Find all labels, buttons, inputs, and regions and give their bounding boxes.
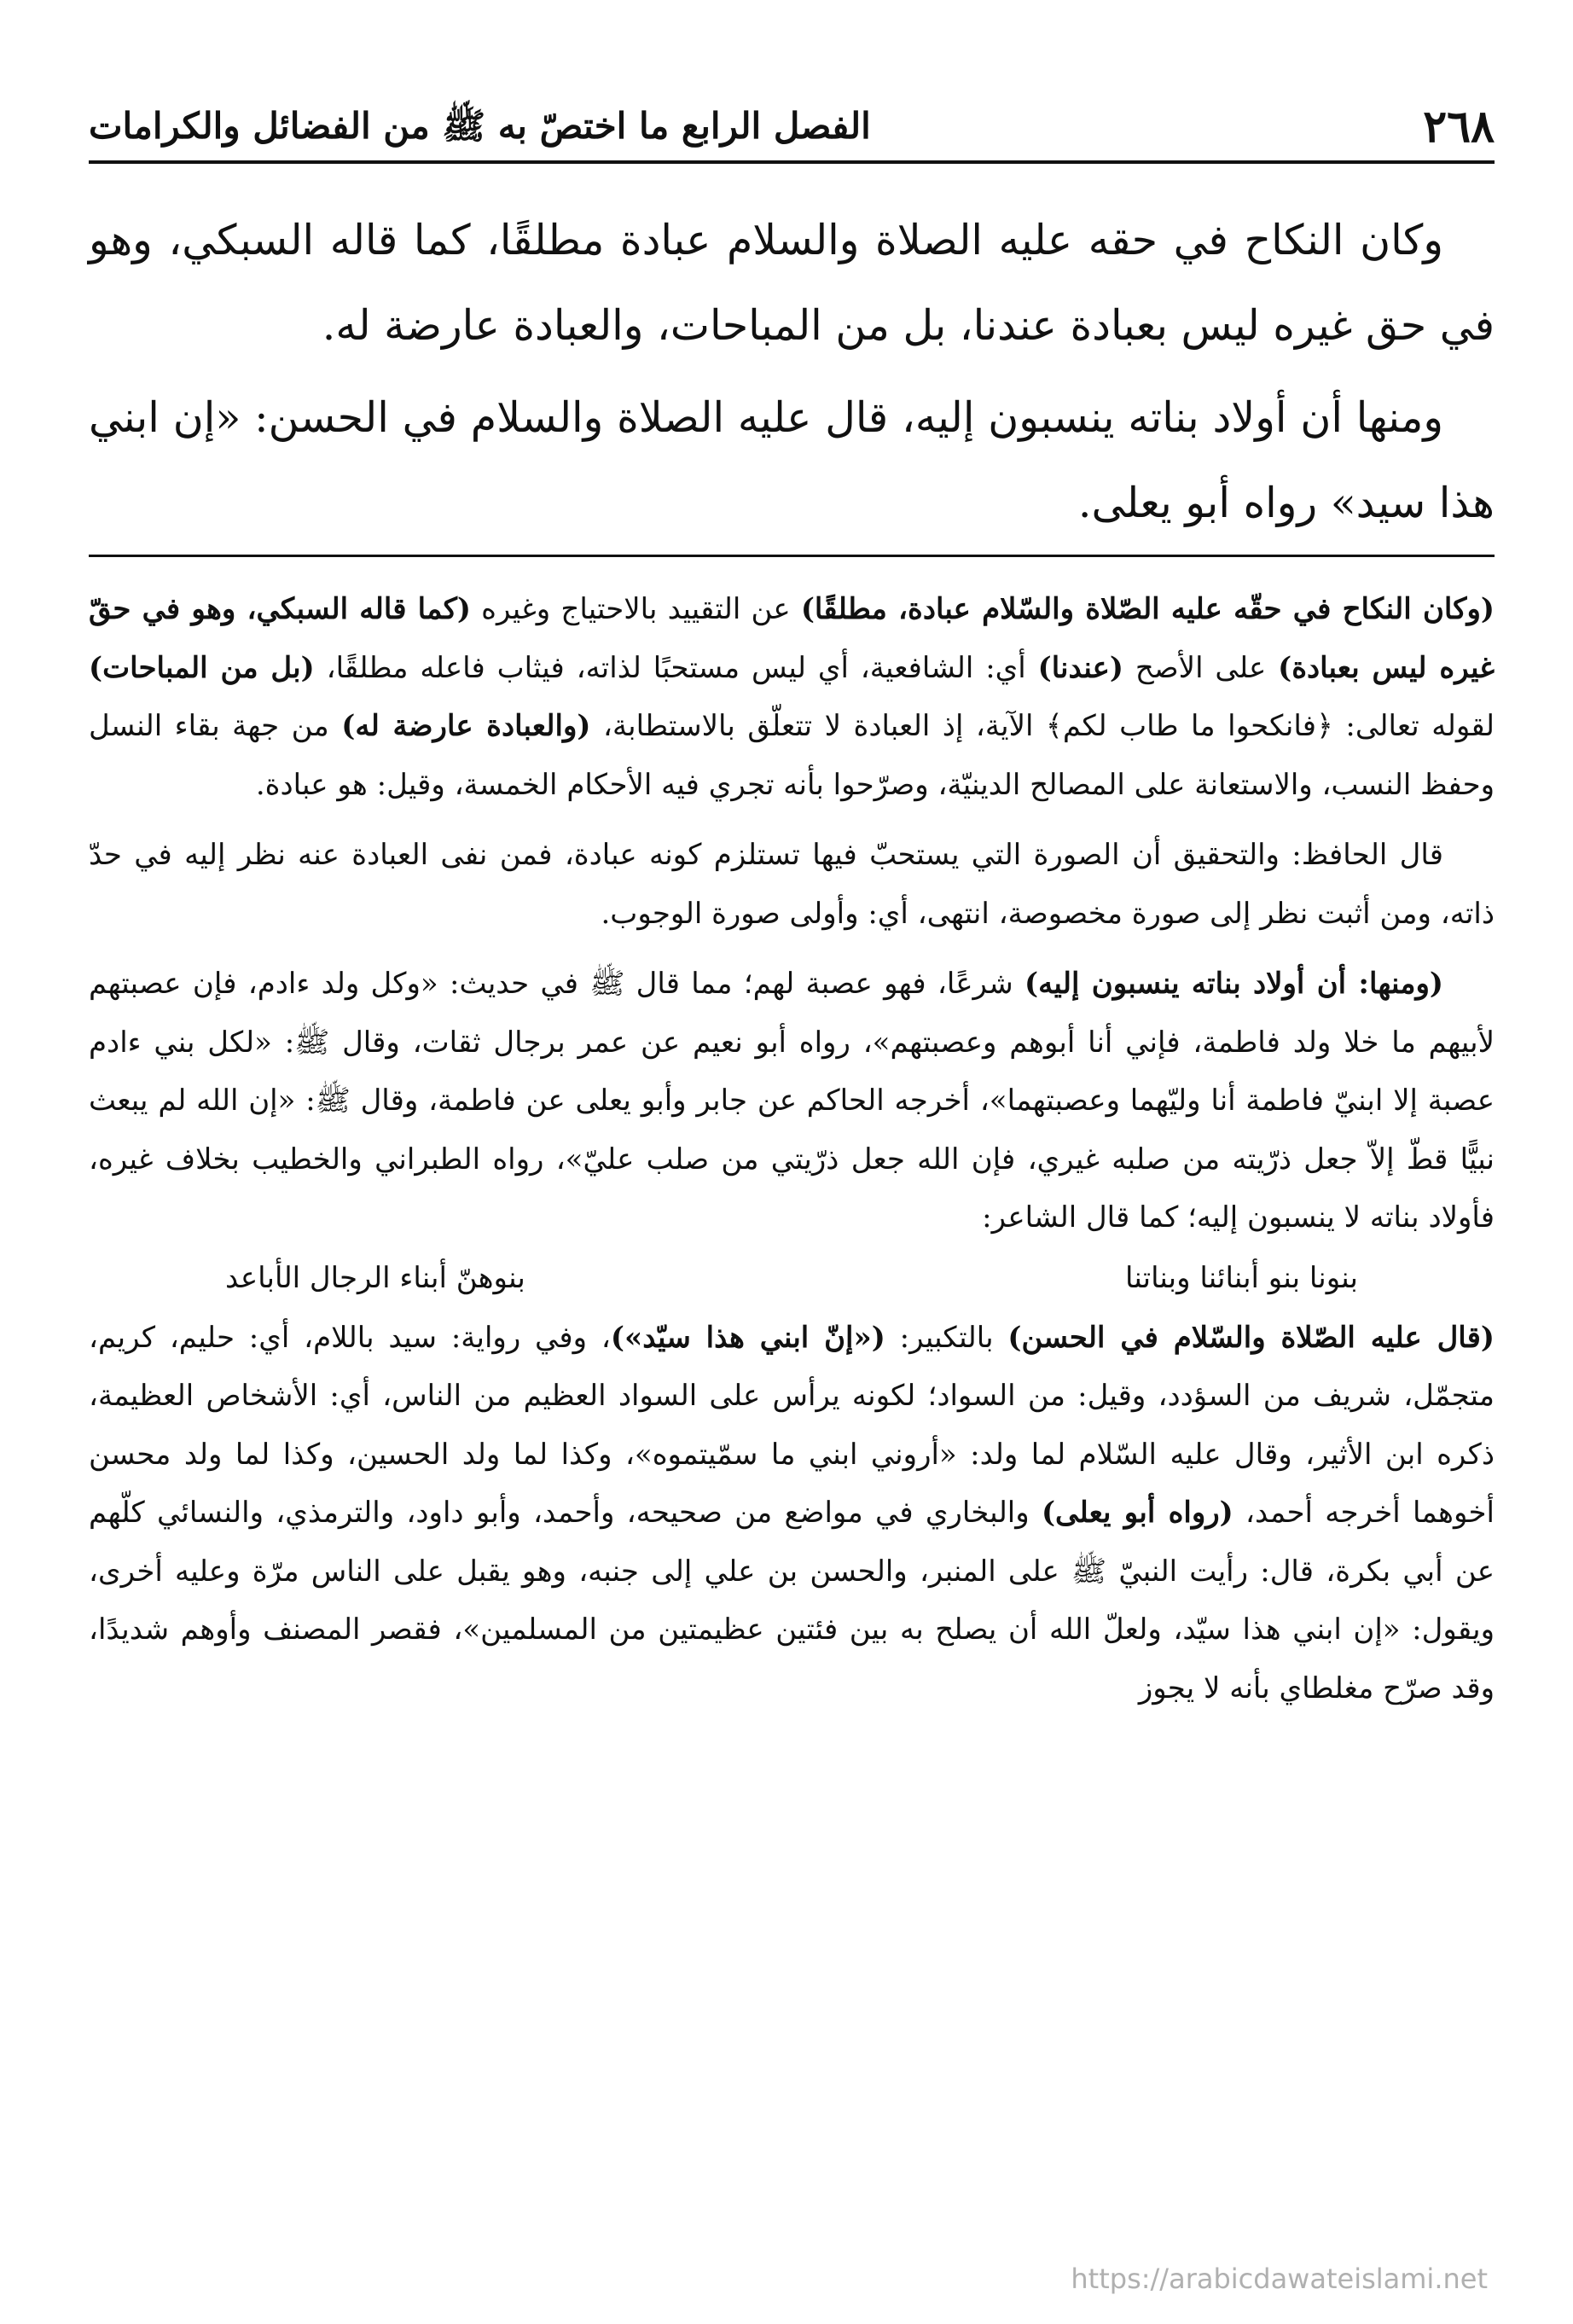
commentary-text-run: والبخاري في مواضع من صحيحه، وأحمد، وأبو داود، والترمذي، والنسائي كلّهم عن أبي بكرة، قال: رأيت النبيّ ﷺ على المنبر، والحسن بن علي إلى جنبه، وهو يقبل على الناس مرّة وعليه أخرى، ويقول: «إن ابني هذا سيّد، ولعلّ الله أن يصلح به بين فئتين عظيمتين من المسلمين»، فقصر المصنف وأوهم شديدًا، وقد صرّح مغلطاي بأنه لا يجوز xyxy=(89,1496,1495,1705)
quoted-text: (عندنا) xyxy=(1037,650,1123,685)
quoted-text: (وكان النكاح في حقّه عليه الصّلاة والسّلام عبادة، مطلقًا) xyxy=(800,592,1495,626)
page-header xyxy=(89,89,1495,164)
commentary-text-run: بالتكبير: xyxy=(885,1320,1008,1355)
verse-second-hemistich: بنوهنّ أبناء الرجال الأباعد xyxy=(225,1260,525,1295)
quoted-text: (ومنها: أن أولاد بناته ينسبون إليه) xyxy=(1024,967,1443,1001)
quoted-text: (والعبادة عارضة له) xyxy=(341,709,591,743)
commentary-paragraph-3 xyxy=(89,955,1495,1247)
commentary-text-run: أي: الشافعية، أي ليس مستحبًا لذاته، فيثاب فاعله مطلقًا، xyxy=(314,650,1038,685)
commentary-text-run: ، وفي رواية: سيد باللام، أي: حليم، كريم، متجمّل، شريف من السؤدد، وقيل: من السواد؛ لكونه يرأس على السواد العظيم من الناس، أي: الأشخاص العظيمة، ذكره ابن الأثير، وقال عليه السّلام لما ولد: «أروني ابني ما سمّيتموه»، وكذا لما ولد الحسين، وكذا لما ولد محسن أخوهما أخرجه أحمد، xyxy=(89,1320,1495,1530)
quoted-text: (بل من المباحات) xyxy=(89,650,315,685)
commentary-text-run: عن التقييد بالاحتياج وغيره xyxy=(470,592,801,626)
main-paragraph-1: وكان النكاح في حقه عليه الصلاة والسلام عبادة مطلقًا، كما قاله السبكي، وهو في حق غيره ليس بعبادة عندنا، بل من المباحات، والعبادة عارضة له. xyxy=(89,216,1495,350)
verse-first-hemistich: بنونا بنو أبنائنا وبناتنا xyxy=(1124,1260,1358,1295)
page-number: ٢٦٨ xyxy=(1423,101,1495,153)
commentary-paragraph-2: قال الحافظ: والتحقيق أن الصورة التي يستحبّ فيها تستلزم كونه عبادة، فمن نفى العبادة عنه نظر إليه في حدّ ذاته، ومن أثبت نظر إلى صورة مخصوصة، انتهى، أي: وأولى صورة الوجوب. xyxy=(89,838,1495,931)
commentary-paragraph-4 xyxy=(89,1309,1495,1718)
commentary-text xyxy=(89,580,1495,1717)
quoted-text: (قال عليه الصّلاة والسّلام في الحسن) xyxy=(1007,1320,1495,1355)
poetry-verse xyxy=(89,1247,1495,1309)
quoted-text: (كما قاله السبكي، وهو في حقّ غيره ليس بعبادة) xyxy=(89,592,1495,685)
chapter-title: الفصل الرابع ما اختصّ به ﷺ من الفضائل والكرامات xyxy=(89,105,871,147)
text-divider xyxy=(89,555,1495,557)
commentary-text-run: من جهة بقاء النسل وحفظ النسب، والاستعانة على المصالح الدينيّة، وصرّحوا بأنه تجري فيه الأحكام الخمسة، وقيل: هو عبادة. xyxy=(89,709,1495,802)
source-watermark: https://arabicdawateislami.net xyxy=(1071,2263,1488,2295)
main-paragraph-2: ومنها أن أولاد بناته ينسبون إليه، قال عليه الصلاة والسلام في الحسن: «إن ابني هذا سيد» رواه أبو يعلى. xyxy=(89,393,1495,527)
commentary-text-run: لقوله تعالى: ﴿فانكحوا ما طاب لكم﴾ الآية، إذ العبادة لا تتعلّق بالاستطابة، xyxy=(590,709,1495,743)
commentary-text-run: شرعًا، فهو عصبة لهم؛ مما قال ﷺ في حديث: «وكل ولد ءادم، فإن عصبتهم لأبيهم ما خلا ولد فاطمة، فإني أنا أبوهم وعصبتهم»، رواه أبو نعيم عن عمر برجال ثقات، وقال ﷺ: «لكل بني ءادم عصبة إلا ابنيّ فاطمة أنا وليّهما وعصبتهما»، أخرجه الحاكم عن جابر وأبو يعلى عن فاطمة، وقال ﷺ: «إن الله لم يبعث نبيًّا قطّ إلاّ جعل ذرّيته من صلبه غيري، فإن الله جعل ذرّيتي من صلب عليّ»، رواه الطبراني والخطيب بخلاف غيره، فأولاد بناته لا ينسبون إليه؛ كما قال الشاعر: xyxy=(89,967,1495,1235)
quoted-text: (رواه أبو يعلى) xyxy=(1041,1496,1233,1530)
commentary-text-run: على الأصح xyxy=(1123,650,1279,685)
quoted-text: («إنّ ابني هذا سيّد») xyxy=(610,1320,885,1355)
main-text xyxy=(89,198,1495,546)
commentary-paragraph-1 xyxy=(89,580,1495,814)
